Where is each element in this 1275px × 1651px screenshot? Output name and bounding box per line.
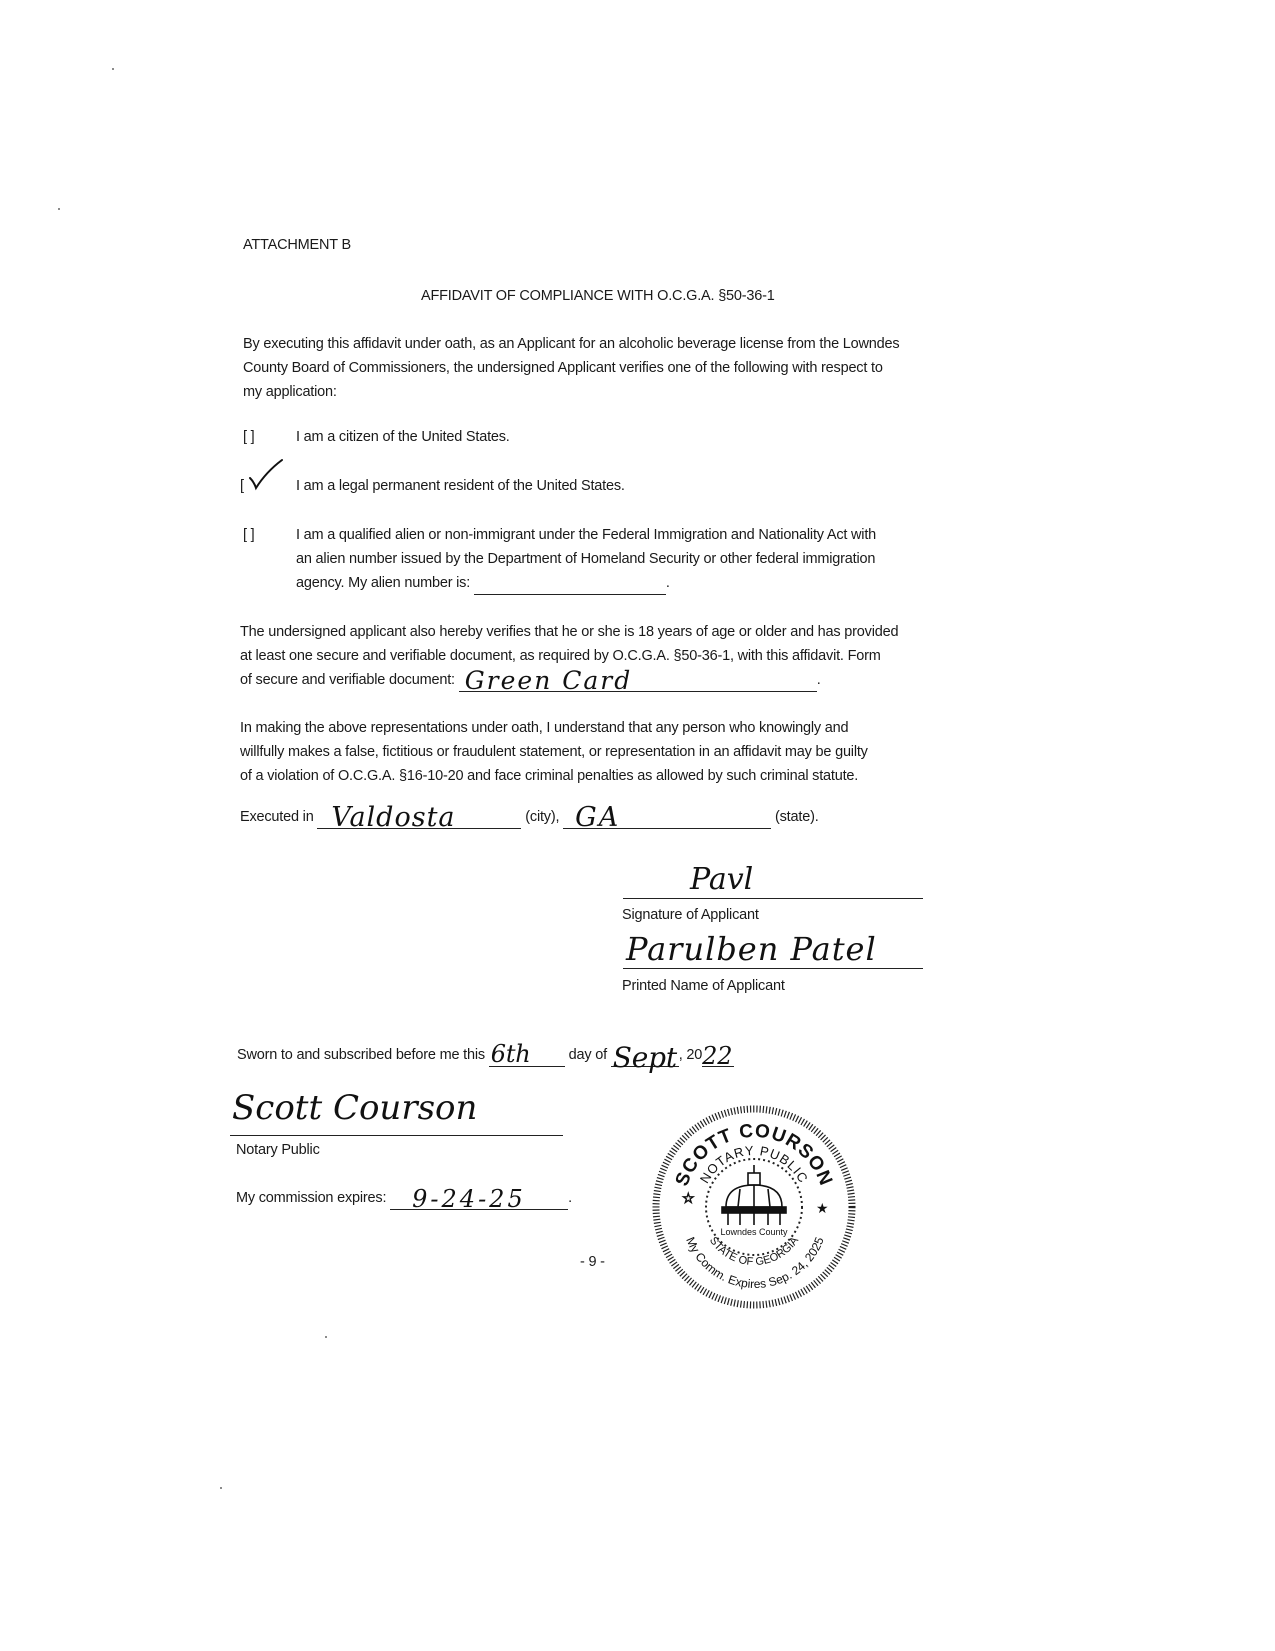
svg-text:SCOTT COURSON: SCOTT COURSON: [671, 1120, 837, 1190]
notary-seal-icon: [652, 1105, 857, 1310]
executed-in-label: Executed in: [240, 809, 314, 825]
year-prefix: , 20: [678, 1047, 703, 1063]
checkmark-icon: [246, 458, 286, 494]
verification-paragraph: [240, 620, 970, 695]
notary-signature-line[interactable]: [230, 1135, 563, 1136]
month-value: Sept: [612, 1041, 677, 1074]
applicant-signature-line[interactable]: [623, 898, 923, 899]
scan-speck: [220, 1487, 222, 1489]
day-of-label: day of: [568, 1047, 607, 1063]
state-value: GA: [575, 802, 621, 833]
scan-speck: [58, 208, 60, 210]
intro-paragraph: [243, 332, 963, 404]
city-value: Valdosta: [331, 802, 456, 833]
day-field[interactable]: [489, 1040, 565, 1068]
state-field[interactable]: [563, 802, 771, 833]
printed-name-value: Parulben Patel: [626, 930, 877, 968]
svg-text:My Comm. Expires Sep. 24, 2025: My Comm. Expires Sep. 24, 2025: [683, 1234, 827, 1292]
warning-line: willfully makes a false, fictitious or fraudulent statement, or representation in an affidavit may be guilty: [240, 744, 868, 760]
warning-paragraph: [240, 716, 970, 788]
checkbox-permanent-resident[interactable]: [: [240, 478, 244, 494]
option-permanent-resident-label: I am a legal permanent resident of the United States.: [296, 478, 625, 494]
commission-row: My commission expires: 9-24-25 .: [236, 1185, 572, 1213]
city-label: (city),: [525, 809, 560, 825]
checkbox-qualified-alien[interactable]: [ ]: [243, 527, 255, 543]
svg-text:★: ★: [816, 1201, 829, 1217]
notary-signature: Scott Courson: [232, 1088, 478, 1128]
year-value: 22: [702, 1042, 733, 1070]
page-number: - 9 -: [580, 1254, 605, 1270]
month-field[interactable]: [611, 1041, 679, 1074]
printed-name-line[interactable]: [623, 968, 923, 969]
option-qualified-alien: [296, 523, 966, 595]
executed-in-row: [240, 802, 819, 833]
printed-name-label: Printed Name of Applicant: [622, 978, 785, 994]
verification-line: of secure and verifiable document: Green Card .: [240, 666, 821, 695]
option-line: I am a qualified alien or non-immigrant under the Federal Immigration and Nationality Act with: [296, 527, 877, 543]
verification-line: The undersigned applicant also hereby verifies that he or she is 18 years of age or older and has provided: [240, 624, 899, 640]
notary-public-label: Notary Public: [236, 1142, 320, 1158]
document-form-value: Green Card: [464, 666, 633, 695]
sworn-label: Sworn to and subscribed before me this: [237, 1047, 485, 1063]
sworn-row: [237, 1040, 734, 1074]
attachment-label: ATTACHMENT B: [243, 237, 351, 253]
svg-text:Lowndes County: Lowndes County: [720, 1227, 788, 1237]
scan-speck: [325, 1336, 327, 1338]
intro-line: my application:: [243, 384, 337, 400]
city-field[interactable]: [317, 802, 521, 833]
applicant-signature: Pavl: [690, 862, 754, 897]
checkbox-citizen[interactable]: [ ]: [243, 429, 255, 445]
svg-text:☆: ☆: [682, 1191, 695, 1207]
commission-value: 9-24-25: [412, 1185, 526, 1213]
scan-speck: [112, 68, 114, 70]
svg-text:NOTARY PUBLIC: NOTARY PUBLIC: [696, 1142, 812, 1186]
intro-line: County Board of Commissioners, the undersigned Applicant verifies one of the following with respect to: [243, 360, 883, 376]
document-title: AFFIDAVIT OF COMPLIANCE WITH O.C.G.A. §50-36-1: [421, 288, 775, 304]
state-label: (state).: [775, 809, 819, 825]
warning-line: of a violation of O.C.G.A. §16-10-20 and face criminal penalties as allowed by such criminal statute.: [240, 768, 859, 784]
year-field[interactable]: [702, 1042, 734, 1070]
warning-line: In making the above representations under oath, I understand that any person who knowingly and: [240, 720, 849, 736]
alien-number-label: agency. My alien number is:: [296, 575, 471, 591]
option-line: an alien number issued by the Department of Homeland Security or other federal immigration: [296, 551, 876, 567]
verification-line: at least one secure and verifiable document, as required by O.C.G.A. §50-36-1, with this affidavit. Form: [240, 648, 881, 664]
option-citizen-label: I am a citizen of the United States.: [296, 429, 510, 445]
signature-label: Signature of Applicant: [622, 907, 759, 923]
intro-line: By executing this affidavit under oath, as an Applicant for an alcoholic beverage license from the Lowndes: [243, 336, 900, 352]
commission-label: My commission expires:: [236, 1190, 387, 1206]
option-line: agency. My alien number is: .: [296, 571, 966, 595]
day-value: 6th: [490, 1040, 531, 1068]
alien-number-field[interactable]: [474, 572, 666, 595]
svg-text:STATE OF GEORGIA: STATE OF GEORGIA: [706, 1234, 802, 1269]
document-form-label: of secure and verifiable document:: [240, 672, 455, 688]
